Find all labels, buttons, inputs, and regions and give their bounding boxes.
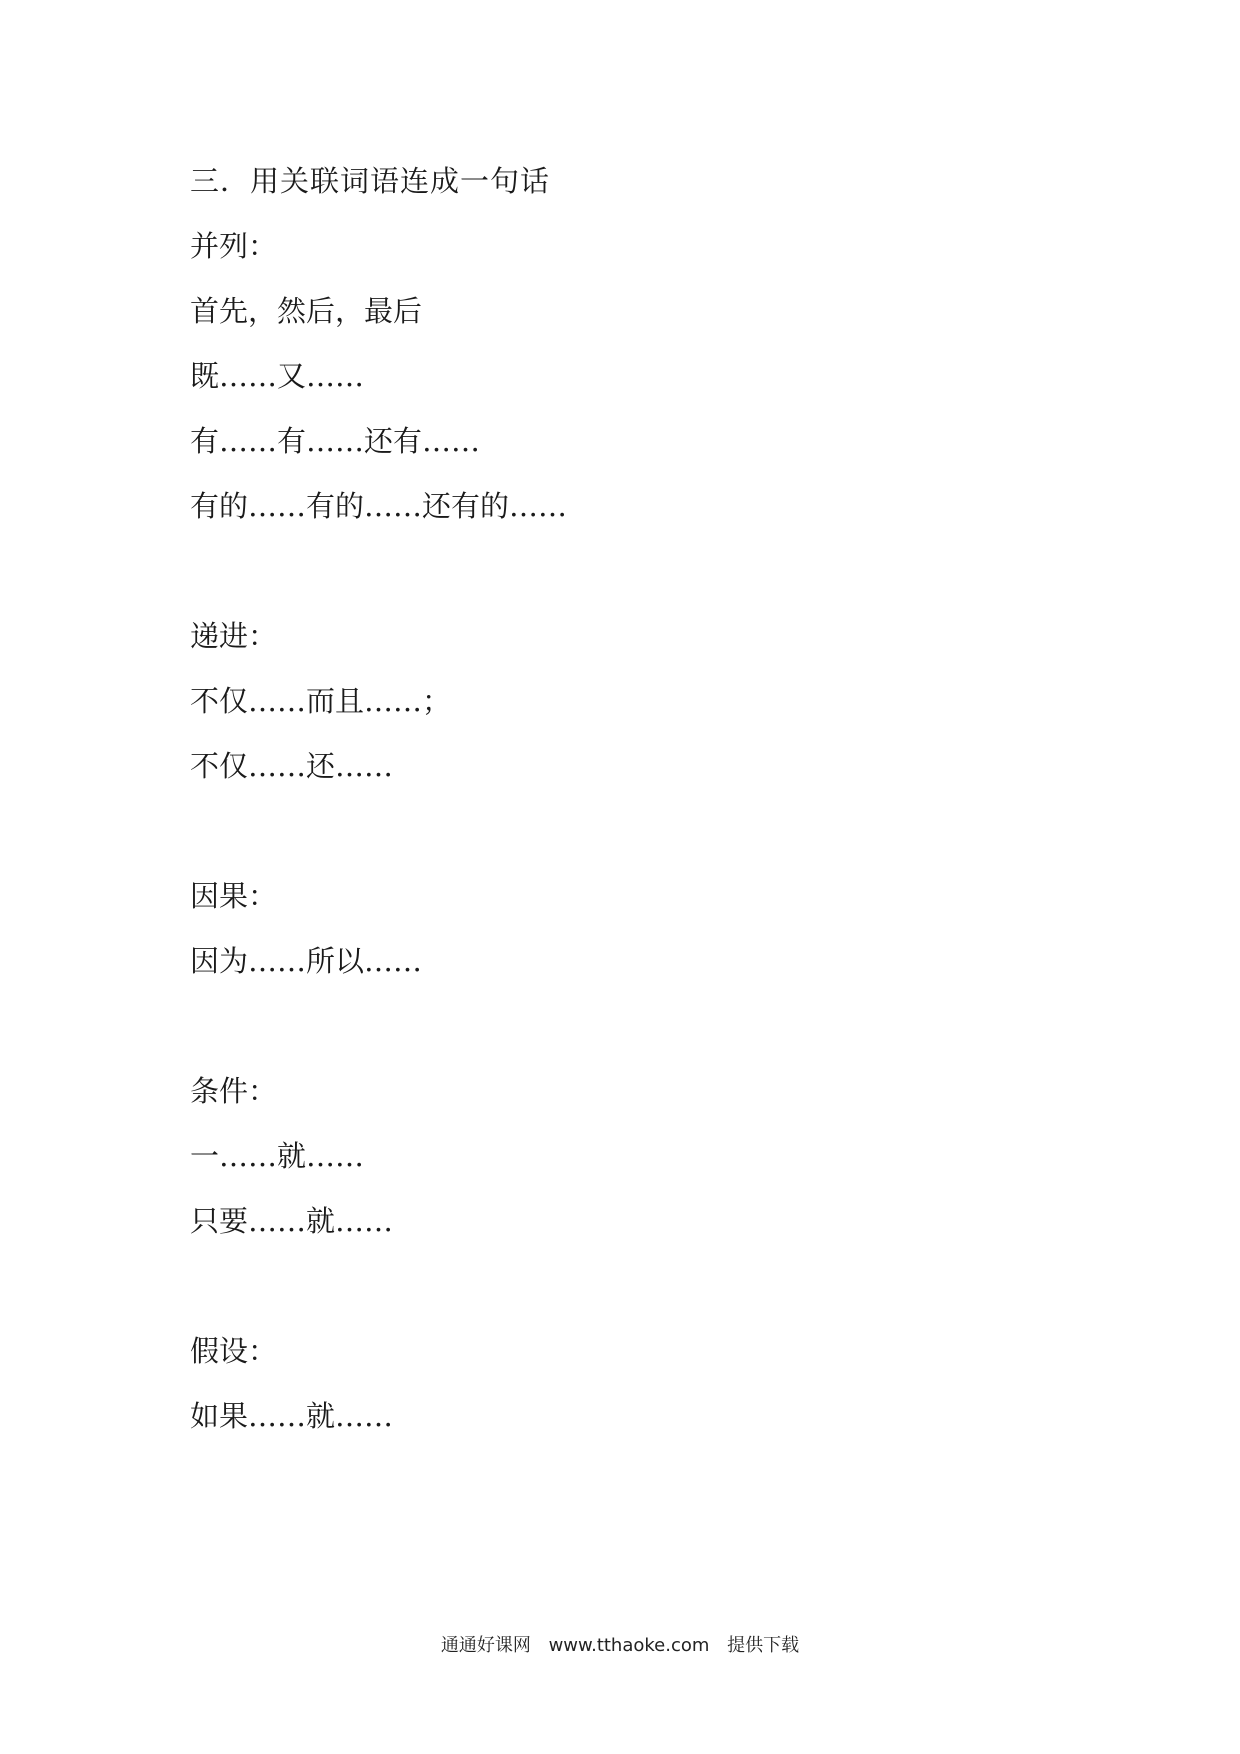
list-item: 有的……有的……还有的…… [190, 489, 568, 523]
footer-site-name: 通通好课网 [440, 1635, 531, 1656]
list-item: 有……有……还有…… [190, 424, 481, 458]
group-label-hypothetical: 假设： [190, 1334, 278, 1368]
footer-suffix: 提供下载 [727, 1635, 800, 1656]
group-label-progressive: 递进： [190, 619, 278, 653]
list-item: 不仅……还…… [190, 749, 394, 783]
group-label-parallel: 并列： [190, 229, 278, 263]
list-item: 既……又…… [190, 359, 365, 393]
list-item: 只要……就…… [190, 1204, 394, 1238]
list-item: 一……就…… [190, 1139, 365, 1173]
list-item: 如果……就…… [190, 1399, 394, 1433]
list-item: 不仅……而且……； [190, 684, 452, 718]
list-item: 因为……所以…… [190, 944, 423, 978]
group-label-conditional: 条件： [190, 1074, 278, 1108]
list-item: 首先，然后，最后 [190, 294, 423, 328]
section-title: 三．用关联词语连成一句话 [190, 164, 551, 198]
group-label-causal: 因果： [190, 879, 278, 913]
footer-url: www.tthaoke.com [548, 1635, 710, 1656]
page-footer [0, 1631, 1240, 1657]
